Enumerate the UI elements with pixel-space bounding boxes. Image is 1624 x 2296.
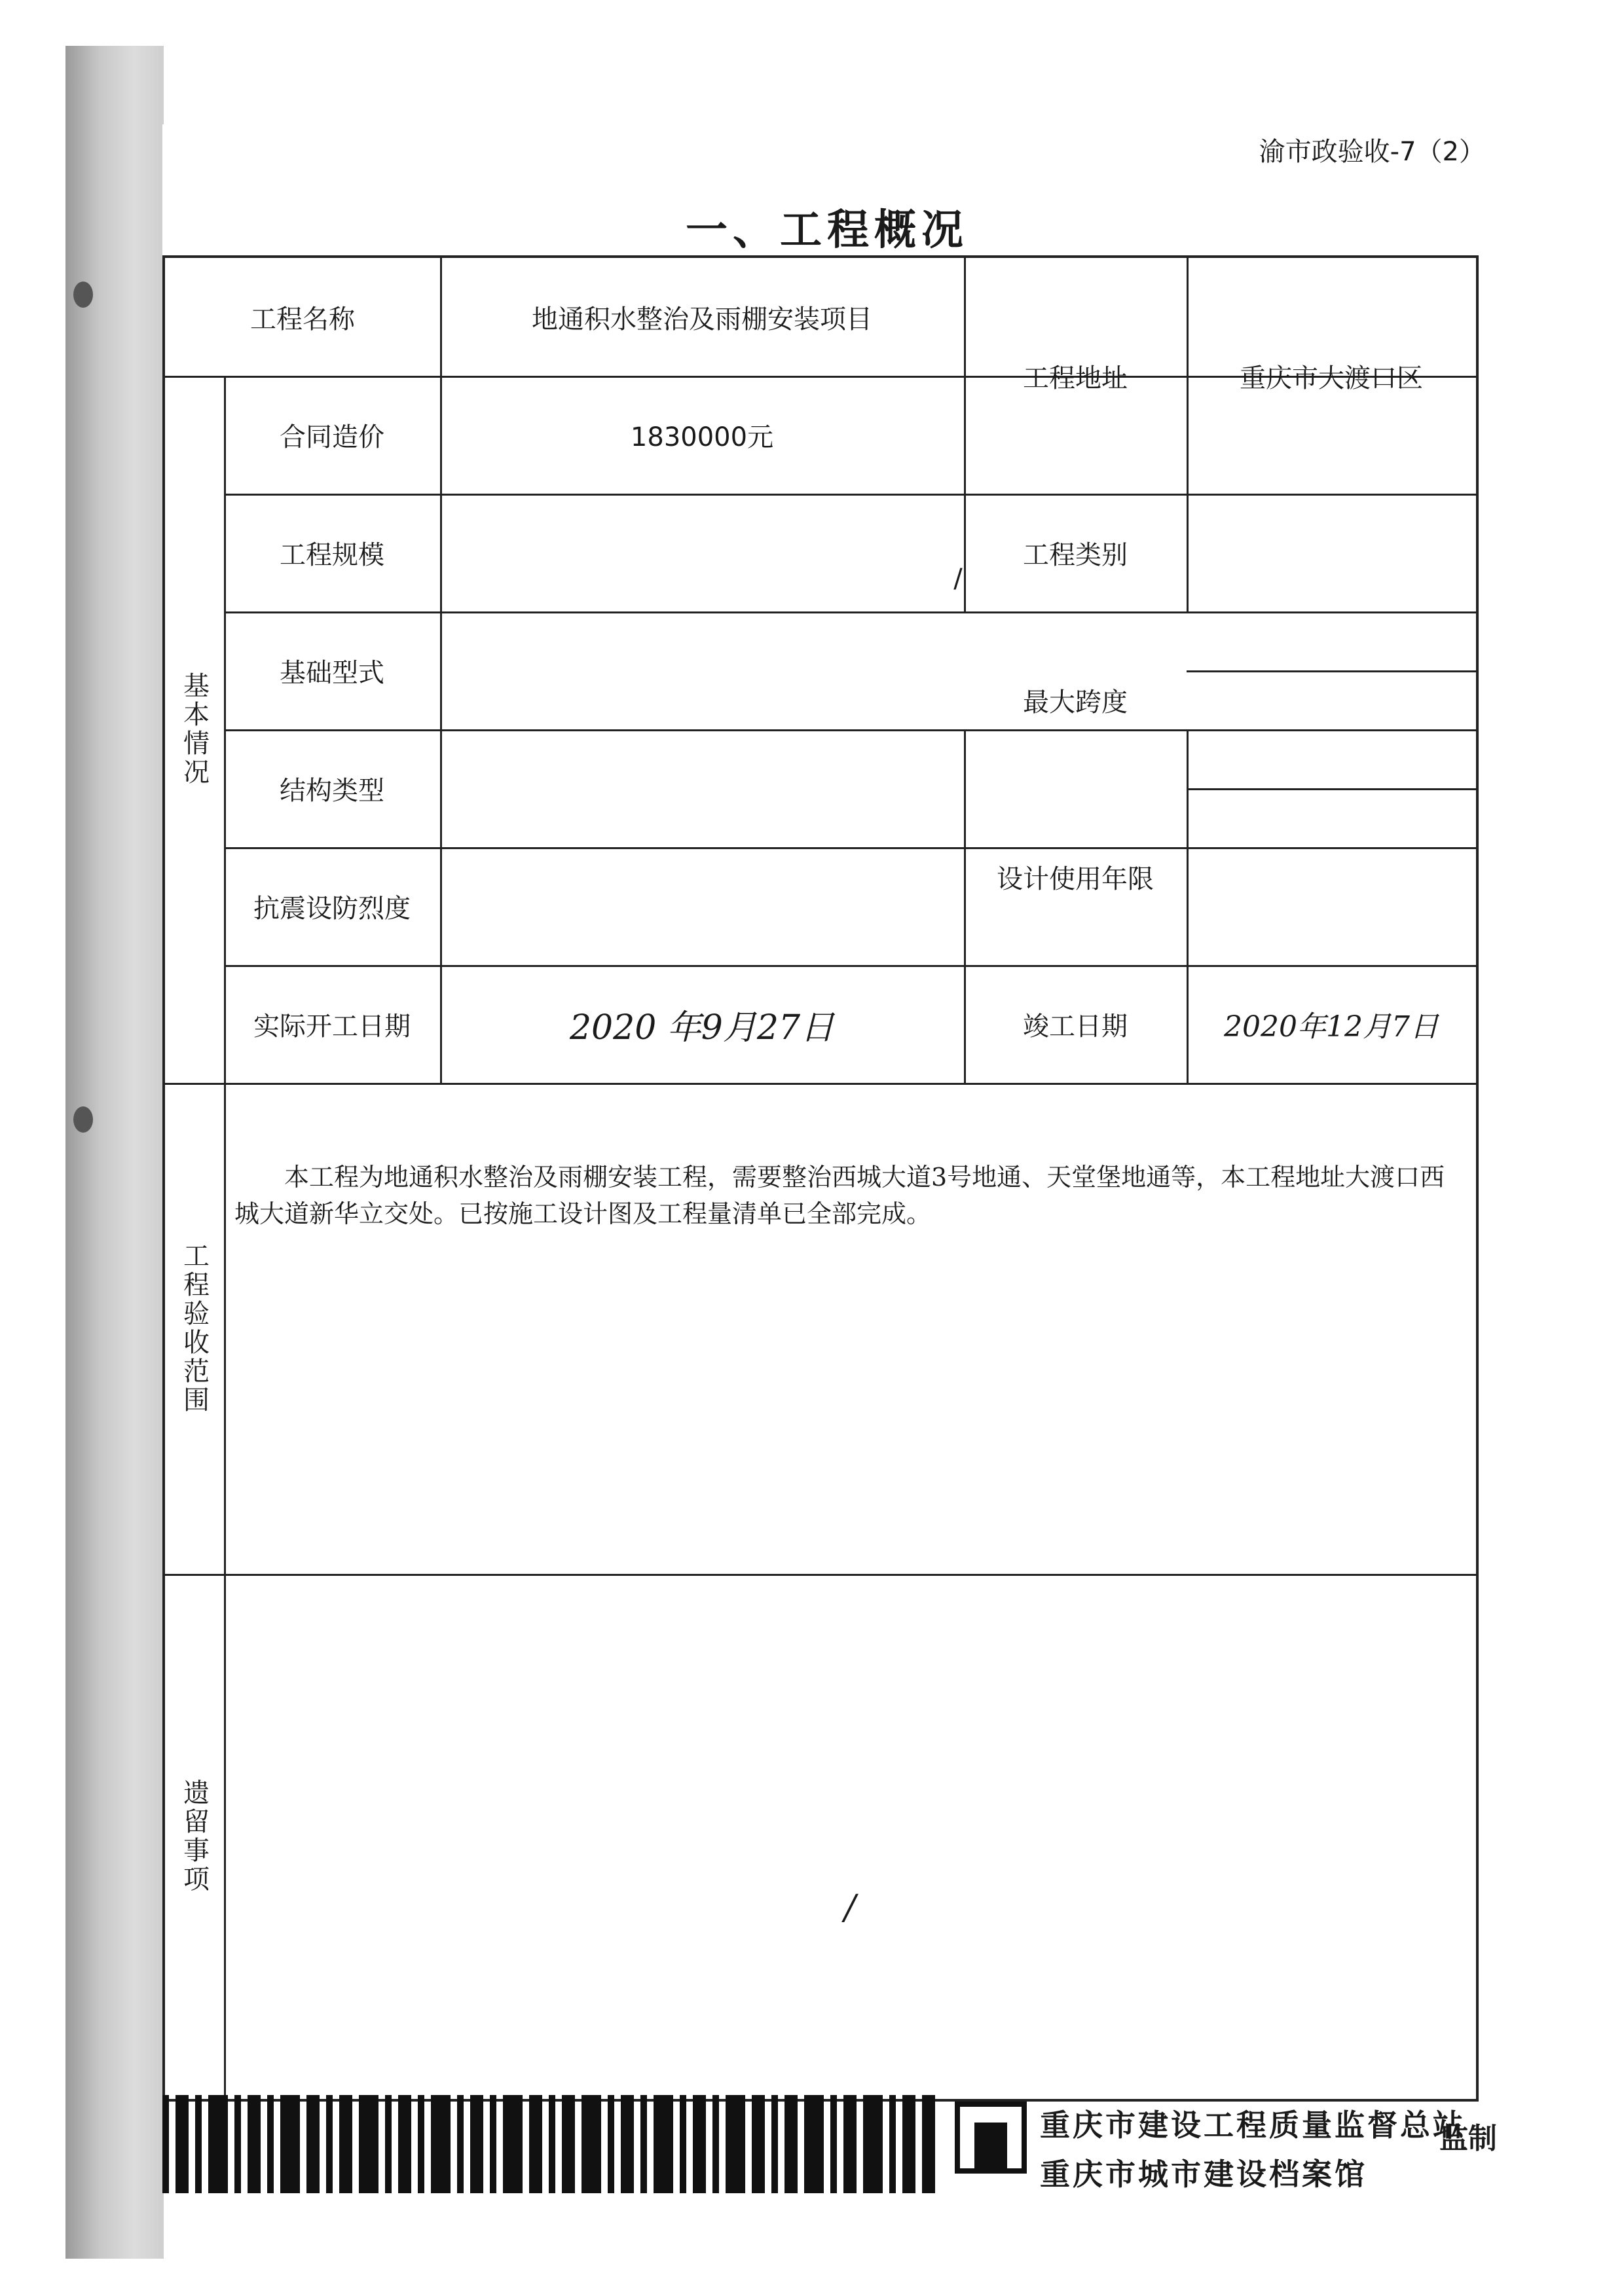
value-completion-date: 2020年12月7日 — [1224, 1010, 1439, 1044]
value-project-scale: / — [953, 564, 963, 594]
binder-edge — [65, 46, 164, 2259]
value-seismic-intensity — [440, 847, 964, 965]
value-max-span — [1187, 670, 1476, 788]
binder-hole — [73, 1106, 93, 1133]
barcode — [162, 2095, 935, 2193]
acceptance-scope-text: 本工程为地通积水整治及雨棚安装工程，需要整治西城大道3号地通、天堂堡地通等，本工程地址大渡口西城大道新华立交处。已按施工设计图及工程量清单已全部完成。 — [234, 1163, 1445, 1228]
label-structure-type: 结构类型 — [280, 775, 384, 806]
section-basic-info: 基本情况 — [179, 672, 210, 787]
org-archives: 重庆市城市建设档案馆 — [1040, 2157, 1367, 2192]
form-sheet — [162, 124, 1492, 2154]
value-design-service-life — [1187, 788, 1476, 965]
section-acceptance-scope: 工程验收范围 — [179, 1242, 210, 1415]
page-title: 一、工程概况 — [686, 206, 969, 255]
value-actual-start-date: 2020 年9月27日 — [569, 1008, 835, 1048]
value-foundation-type — [440, 611, 964, 729]
binder-hole — [73, 282, 93, 308]
section-remaining-items: 遗留事项 — [179, 1779, 210, 1894]
label-project-name: 工程名称 — [250, 304, 355, 335]
value-remaining-items: / — [844, 1888, 856, 1927]
value-contract-price: 1830000元 — [630, 422, 774, 452]
label-project-category: 工程类别 — [1023, 539, 1128, 570]
value-project-address: 重庆市大渡口区 — [1240, 363, 1423, 393]
footer — [162, 2088, 1505, 2200]
label-seismic-intensity: 抗震设防烈度 — [253, 893, 411, 924]
label-contract-price: 合同造价 — [280, 422, 384, 452]
label-project-scale: 工程规模 — [280, 539, 384, 570]
label-project-address: 工程地址 — [1023, 363, 1128, 393]
label-completion-date: 竣工日期 — [1023, 1011, 1128, 1042]
supervised-label: 监制 — [1439, 2122, 1497, 2155]
label-max-span: 最大跨度 — [1023, 687, 1128, 718]
org-quality-station: 重庆市建设工程质量监督总站 — [1040, 2107, 1466, 2143]
label-design-service-life: 设计使用年限 — [997, 864, 1154, 894]
label-actual-start-date: 实际开工日期 — [253, 1011, 411, 1042]
building-logo-icon — [955, 2102, 1027, 2174]
label-foundation-type: 基础型式 — [280, 657, 384, 688]
form-code: 渝市政验收-7（2） — [1259, 137, 1485, 167]
value-project-name: 地通积水整治及雨棚安装项目 — [532, 304, 872, 335]
value-structure-type — [440, 729, 964, 847]
